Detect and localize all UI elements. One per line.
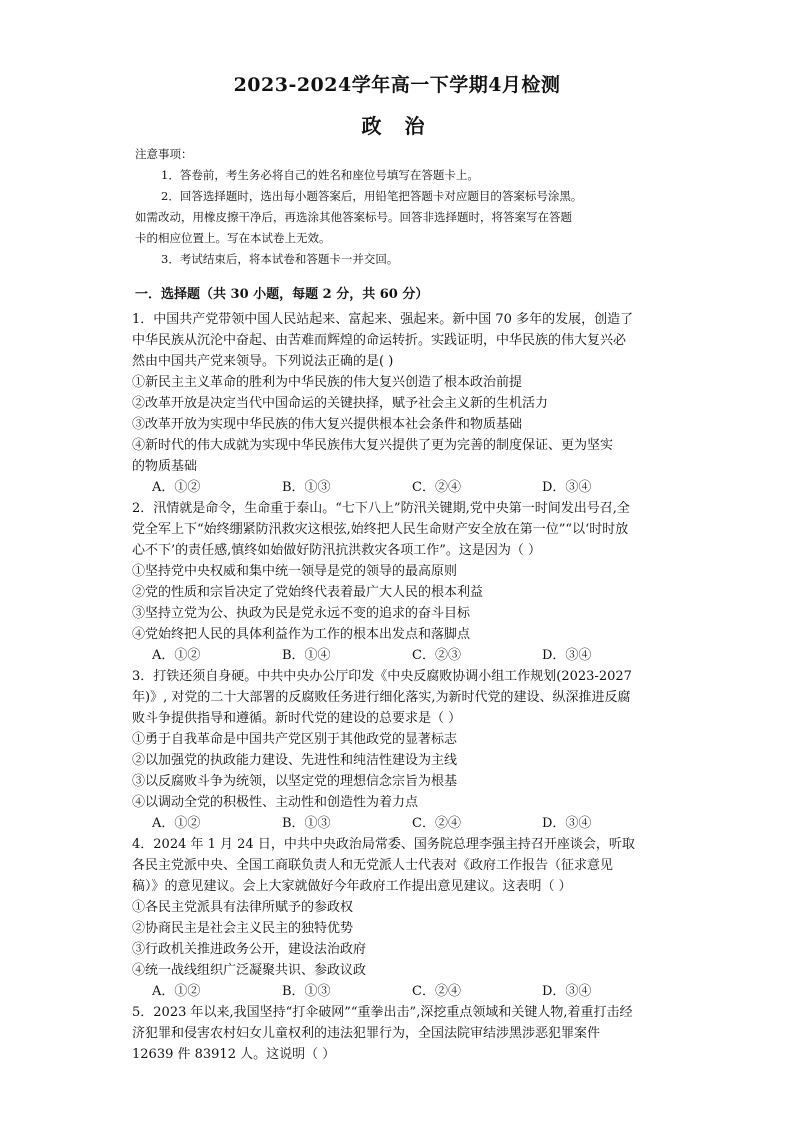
notice-item: 1．答卷前，考生务必将自己的姓名和座位号填写在答题卡上。 <box>161 168 479 182</box>
answer-choice: D．③④ <box>542 984 592 999</box>
notice-item: 2．回答选择题时，选出每小题答案后，用铅笔把答题卡对应题目的答案标号涂黑。 <box>161 189 583 203</box>
question-statement: ④统一战线组织广泛凝聚共识、参政议政 <box>132 963 367 978</box>
subject-title: 政 治 <box>361 114 433 138</box>
question-item <box>132 1002 662 1065</box>
answer-choices <box>132 645 652 666</box>
answer-choices <box>132 477 652 498</box>
question-statement: ④新时代的伟大成就为实现中华民族伟大复兴提供了更为完善的制度保证、更为坚实 <box>132 438 614 453</box>
answer-choice: D．③④ <box>542 816 592 831</box>
question-statement: ①新民主主义革命的胜利为中华民族的伟大复兴创造了根本政治前提 <box>132 375 523 390</box>
question-statement: ①坚持党中央权威和集中统一领导是党的领导的最高原则 <box>132 564 458 579</box>
notice-block <box>135 144 675 270</box>
question-stem-line: 心不下’的责任感,慎终如始做好防汛抗洪救灾各项工作”。这是因为（ ） <box>132 543 542 558</box>
question-stem-line: 各民主党派中央、全国工商联负责人和无党派人士代表对《政府工作报告（征求意见 <box>132 858 614 873</box>
question-statement: ②改革开放是决定当代中国命运的关键抉择，赋予社会主义新的生机活力 <box>132 396 549 411</box>
question-statement: 的物质基础 <box>132 459 198 474</box>
question-stem-line: 12639 件 83912 人。这说明（ ） <box>132 1047 336 1062</box>
answer-choice: C．②④ <box>412 480 461 495</box>
answer-choice: A．①② <box>152 648 201 663</box>
question-item <box>132 498 662 666</box>
question-item <box>132 834 662 1002</box>
answer-choice: C．②④ <box>412 816 461 831</box>
answer-choice: B．①③ <box>282 984 331 999</box>
answer-choice: D．③④ <box>542 648 592 663</box>
question-statement: ③行政机关推进政务公开，建设法治政府 <box>132 942 367 957</box>
question-statement: ①勇于自我革命是中国共产党区别于其他政党的显著标志 <box>132 732 458 747</box>
exam-title: 2023-2024学年高一下学期4月检测 <box>233 74 561 96</box>
question-statement: ③以反腐败斗争为统领，以坚定党的理想信念宗旨为根基 <box>132 774 458 789</box>
question-stem-line: 5．2023 年以来,我国坚持“打伞破网”“重拳出击”,深挖重点领域和关键人物,着重打击经 <box>132 1005 633 1020</box>
question-list <box>132 309 662 1065</box>
question-statement: ②以加强党的执政能力建设、先进性和纯洁性建设为主线 <box>132 753 458 768</box>
question-statement: ①各民主党派具有法律所赋予的参政权 <box>132 900 354 915</box>
question-stem-line: 济犯罪和侵害农村妇女儿童权利的违法犯罪行为，全国法院审结涉黑涉恶犯罪案件 <box>132 1026 601 1041</box>
notice-heading: 注意事项： <box>135 147 193 161</box>
question-statement: ②协商民主是社会主义民主的独特优势 <box>132 921 354 936</box>
notice-item-continued: 卡的相应位置上。写在本试卷上无效。 <box>135 231 331 245</box>
answer-choice: A．①② <box>152 984 201 999</box>
answer-choice: B．①③ <box>282 480 331 495</box>
question-statement: ④以调动全党的积极性、主动性和创造性为着力点 <box>132 795 419 810</box>
question-item <box>132 666 662 834</box>
question-stem-line: 3．打铁还须自身硬。中共中央办公厅印发《中央反腐败协调小组工作规划(2023-2027 <box>132 669 632 684</box>
answer-choices <box>132 813 652 834</box>
question-item <box>132 309 662 498</box>
answer-choice: C．②④ <box>412 984 461 999</box>
question-stem-line: 然由中国共产党来领导。下列说法正确的是( ) <box>132 354 394 369</box>
notice-item: 3．考试结束后，将本试卷和答题卡一并交回。 <box>161 252 399 266</box>
question-stem-line: 败斗争提供指导和遵循。新时代党的建设的总要求是（ ） <box>132 711 462 726</box>
answer-choice: B．①④ <box>282 648 331 663</box>
question-statement: ④党始终把人民的具体利益作为工作的根本出发点和落脚点 <box>132 627 471 642</box>
question-stem-line: 年)》, 对党的二十大部署的反腐败任务进行细化落实,为新时代党的建设、纵深推进反腐 <box>132 690 631 705</box>
section-title: 一．选择题（共 30 小题，每题 2 分，共 60 分） <box>135 287 429 302</box>
answer-choice: B．①③ <box>282 816 331 831</box>
question-stem-line: 党全军上下“始终绷紧防汛救灾这根弦,始终把人民生命财产安全放在第一位”“以‘时时放 <box>132 522 629 537</box>
question-stem-line: 2．汛情就是命令，生命重于泰山。“七下八上”防汛关键期,党中央第一时间发出号召,全 <box>132 501 630 516</box>
answer-choice: A．①② <box>152 816 201 831</box>
question-stem-line: 中华民族从沉沦中奋起、由苦难而辉煌的命运转折。实践证明，中华民族的伟大复兴必 <box>132 333 627 348</box>
question-stem-line: 稿）》的意见建议。会上大家就做好今年政府工作提出意见建议。这表明（ ） <box>132 879 572 894</box>
answer-choice: C．②③ <box>412 648 461 663</box>
question-stem-line: 4．2024 年 1 月 24 日，中共中央政治局常委、国务院总理李强主持召开座谈会，听取 <box>132 837 635 852</box>
answer-choices <box>132 981 652 1002</box>
question-statement: ③改革开放为实现中华民族的伟大复兴提供根本社会条件和物质基础 <box>132 417 523 432</box>
answer-choice: D．③④ <box>542 480 592 495</box>
notice-item-continued: 如需改动，用橡皮擦干净后，再选涂其他答案标号。回答非选择题时，将答案写在答题 <box>135 210 572 224</box>
answer-choice: A．①② <box>152 480 201 495</box>
question-statement: ②党的性质和宗旨决定了党始终代表着最广大人民的根本利益 <box>132 585 484 600</box>
question-stem-line: 1．中国共产党带领中国人民站起来、富起来、强起来。新中国 70 多年的发展，创造了 <box>132 312 634 327</box>
question-statement: ③坚持立党为公、执政为民是党永远不变的追求的奋斗目标 <box>132 606 471 621</box>
